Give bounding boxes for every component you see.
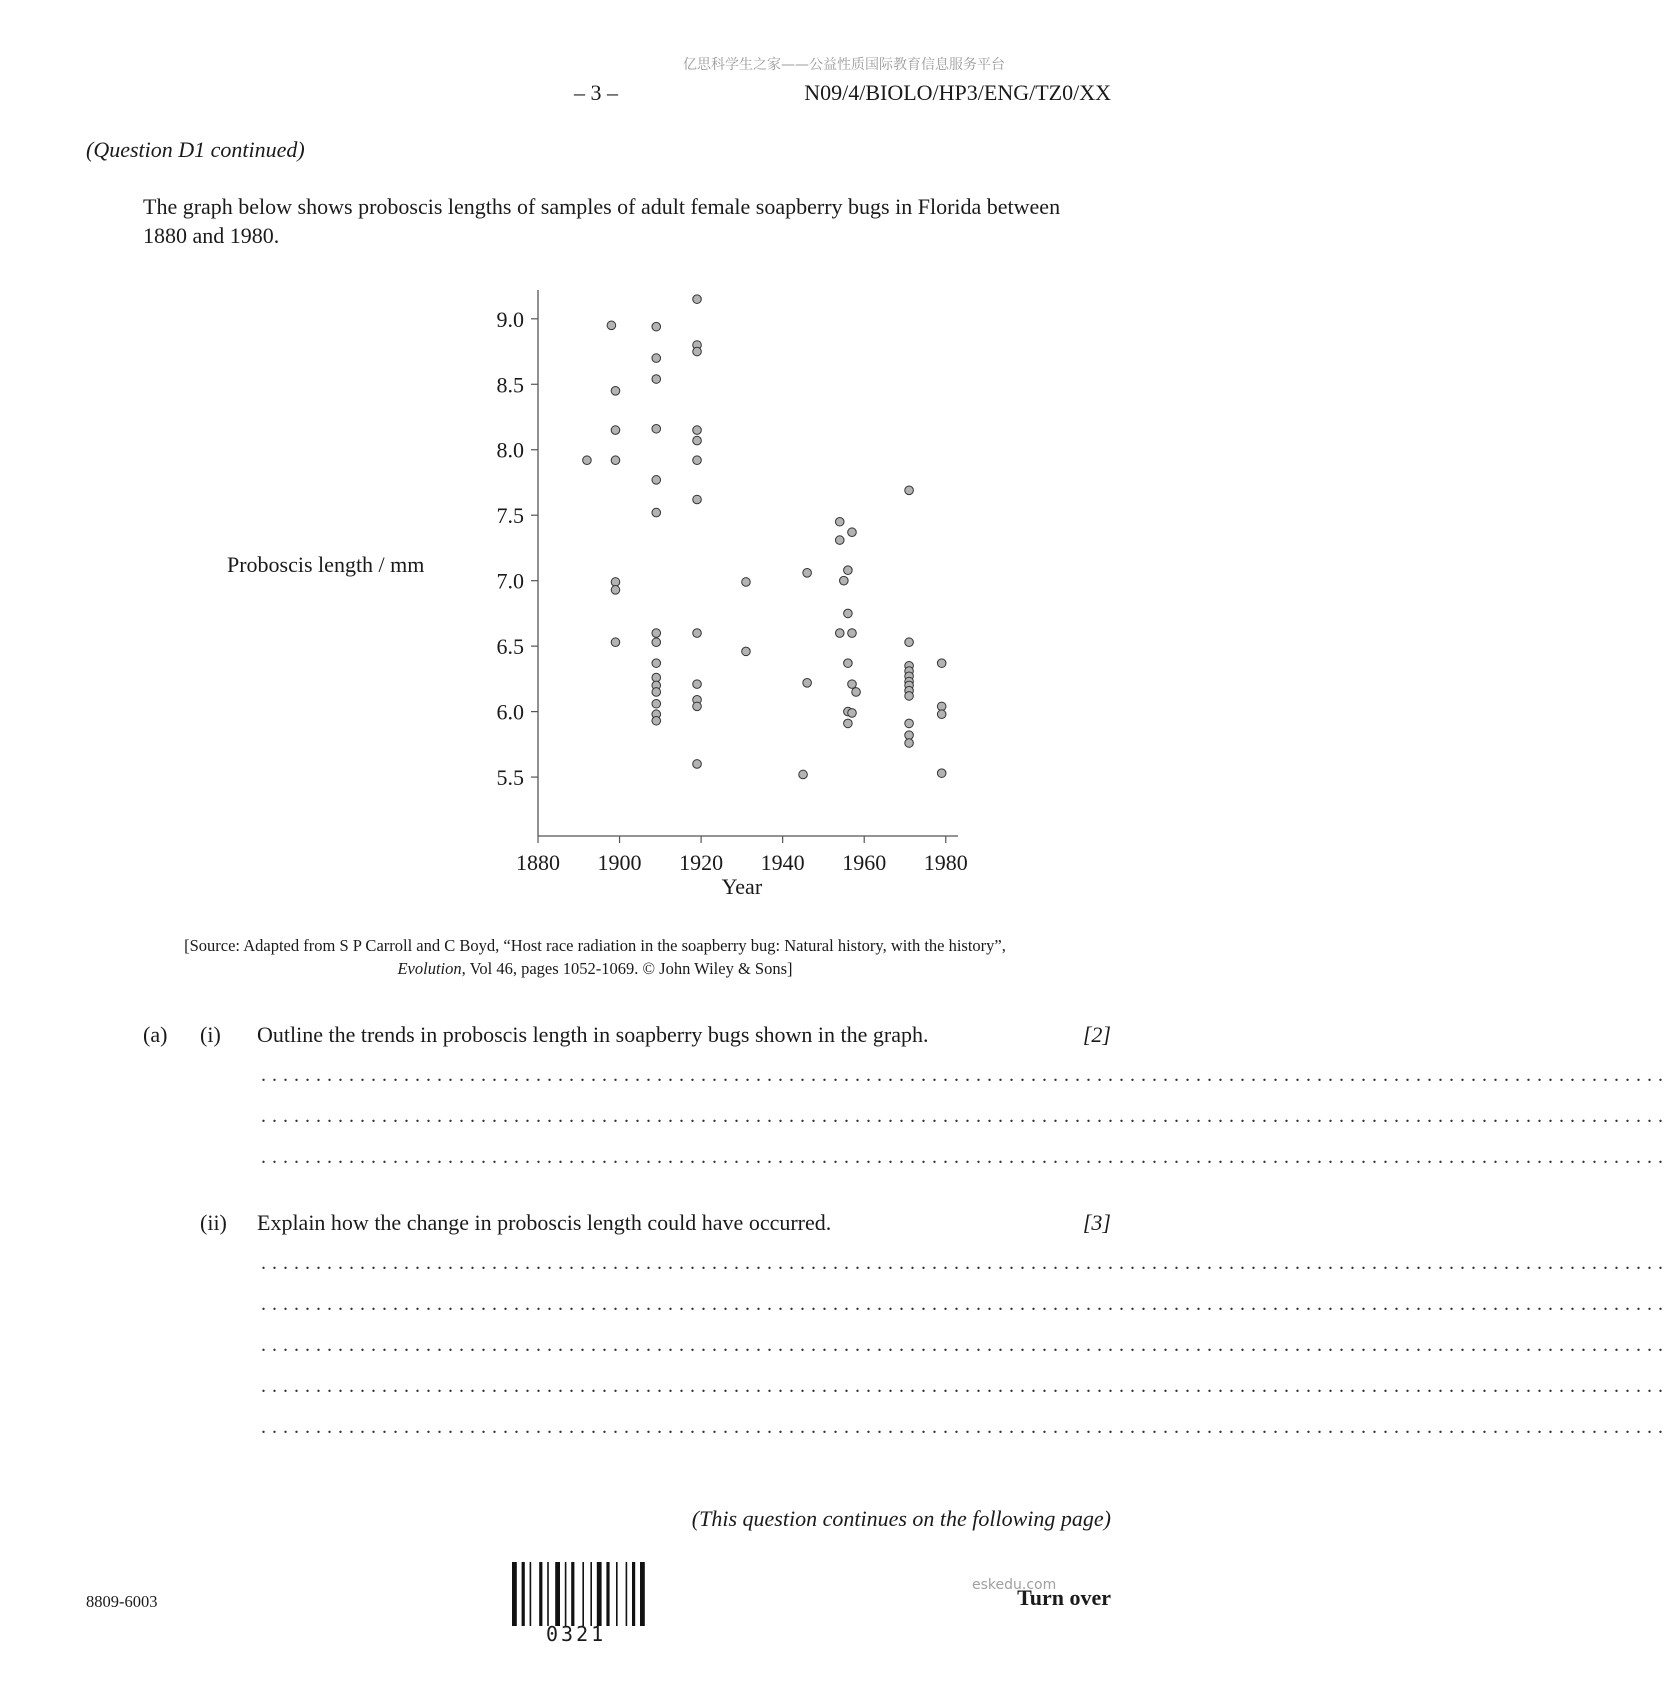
data-point: [652, 354, 661, 363]
data-point: [652, 688, 661, 697]
data-point: [611, 387, 620, 396]
data-point: [652, 673, 661, 682]
barcode-bar: [512, 1562, 517, 1626]
data-point: [844, 566, 853, 575]
source-line-1: [Source: Adapted from S P Carroll and C Boyd, “Host race radiation in the soapberry bug: Natural history, with the history”,: [184, 936, 1006, 955]
data-point: [844, 659, 853, 668]
part-a-label: (a): [143, 1022, 168, 1047]
y-tick-label: 7.0: [496, 568, 524, 594]
x-tick-label: 1900: [597, 850, 642, 875]
barcode-bar: [626, 1562, 628, 1626]
data-point: [844, 609, 853, 618]
eskedu-watermark: eskedu.com: [972, 1577, 1057, 1593]
data-point: [742, 647, 751, 656]
data-point: [905, 486, 914, 495]
data-point: [652, 476, 661, 485]
exam-code: N09/4/BIOLO/HP3/ENG/TZ0/XX: [804, 80, 1111, 105]
data-point: [693, 426, 702, 435]
x-tick-label: 1880: [516, 850, 560, 875]
answer-line[interactable]: ................................................................................................................................: [261, 1334, 1669, 1356]
barcode-bar: [571, 1562, 574, 1626]
barcode-bar: [555, 1562, 560, 1626]
data-point: [803, 569, 812, 578]
data-point: [611, 578, 620, 587]
answer-line[interactable]: ................................................................................................................................: [261, 1064, 1669, 1086]
data-point: [905, 739, 914, 748]
x-tick-label: 1980: [923, 850, 968, 875]
data-point: [937, 710, 946, 719]
source-citation: [130, 934, 1060, 980]
question-i-marks: [2]: [1082, 1022, 1111, 1047]
x-tick-label: 1920: [679, 850, 724, 875]
data-point: [611, 586, 620, 595]
data-point: [693, 495, 702, 504]
data-point: [937, 659, 946, 668]
continues-note: (This question continues on the following page): [691, 1506, 1111, 1531]
question-continued-label: (Question D1 continued): [86, 137, 305, 162]
data-point: [693, 295, 702, 304]
data-point: [937, 769, 946, 778]
data-point: [799, 770, 808, 779]
y-tick-label: 7.5: [496, 503, 524, 529]
data-point: [652, 638, 661, 647]
y-tick-label: 8.5: [496, 372, 524, 398]
paper-code: 8809-6003: [86, 1592, 158, 1611]
answer-line[interactable]: ................................................................................................................................: [261, 1105, 1669, 1127]
answer-line[interactable]: ................................................................................................................................: [261, 1375, 1669, 1397]
data-point: [611, 426, 620, 435]
data-point: [835, 517, 844, 526]
data-point: [611, 638, 620, 647]
barcode-bar: [530, 1562, 532, 1626]
answer-line[interactable]: ................................................................................................................................: [261, 1416, 1669, 1438]
question-ii-text: Explain how the change in proboscis length could have occurred.: [257, 1210, 832, 1235]
data-point: [848, 709, 857, 718]
data-point: [848, 629, 857, 638]
data-point: [652, 508, 661, 517]
y-tick-label: 6.0: [496, 699, 524, 725]
data-point: [693, 456, 702, 465]
x-tick-label: 1940: [760, 850, 805, 875]
data-point: [852, 688, 861, 697]
question-ii-number: (ii): [200, 1210, 227, 1235]
barcode-bar: [597, 1562, 602, 1626]
barcode-number: 0321: [546, 1622, 607, 1646]
data-point: [652, 699, 661, 708]
barcode-bar: [616, 1562, 618, 1626]
y-tick-label: 8.0: [496, 437, 524, 463]
data-point: [803, 679, 812, 688]
data-point: [844, 719, 853, 728]
barcode-bar: [547, 1562, 549, 1626]
watermark-text: 亿思科学生之家——公益性质国际教育信息服务平台: [683, 57, 1005, 73]
question-ii-marks: [3]: [1082, 1210, 1111, 1235]
y-tick-label: 9.0: [496, 306, 524, 332]
data-point: [905, 638, 914, 647]
data-point: [693, 436, 702, 445]
data-point: [840, 576, 849, 585]
y-tick-label: 6.5: [496, 634, 524, 660]
barcode-bar: [640, 1562, 645, 1626]
data-point: [693, 702, 702, 711]
question-i-text: Outline the trends in proboscis length in soapberry bugs shown in the graph.: [257, 1022, 929, 1047]
barcode-bar: [606, 1562, 609, 1626]
y-axis-label: Proboscis length / mm: [227, 552, 425, 577]
barcode-bar: [582, 1562, 584, 1626]
answer-line[interactable]: ................................................................................................................................: [261, 1252, 1669, 1274]
data-point: [693, 629, 702, 638]
data-point: [905, 719, 914, 728]
data-point: [607, 321, 616, 330]
turn-over-label: Turn over: [1017, 1585, 1111, 1610]
data-point: [848, 528, 857, 537]
x-axis-label: Year: [721, 874, 763, 899]
source-journal: Evolution: [397, 959, 462, 978]
barcode-bar: [632, 1562, 635, 1626]
data-point: [905, 692, 914, 701]
data-point: [905, 731, 914, 740]
scatter-chart: [0, 0, 1191, 920]
data-point: [652, 629, 661, 638]
y-tick-label: 5.5: [496, 765, 524, 791]
data-point: [652, 322, 661, 331]
data-point: [583, 456, 592, 465]
data-point: [652, 716, 661, 725]
data-point: [835, 629, 844, 638]
data-point: [742, 578, 751, 587]
x-tick-label: 1960: [842, 850, 887, 875]
answer-line[interactable]: ................................................................................................................................: [261, 1146, 1669, 1168]
data-point: [848, 680, 857, 689]
data-point: [652, 375, 661, 384]
data-point: [652, 424, 661, 433]
barcode-bar: [590, 1562, 592, 1626]
barcode-bar: [522, 1562, 525, 1626]
data-point: [693, 680, 702, 689]
source-line-2: , Vol 46, pages 1052-1069. © John Wiley & Sons]: [461, 959, 793, 978]
data-point: [937, 702, 946, 711]
data-point: [835, 536, 844, 545]
barcode-bar: [539, 1562, 542, 1626]
data-point: [693, 347, 702, 356]
barcode-icon: [512, 1562, 644, 1626]
data-point: [693, 760, 702, 769]
answer-line[interactable]: ................................................................................................................................: [261, 1293, 1669, 1315]
page-number: – 3 –: [574, 80, 618, 105]
barcode-bar: [565, 1562, 567, 1626]
data-point: [611, 456, 620, 465]
question-i-number: (i): [200, 1022, 221, 1047]
data-point: [652, 659, 661, 668]
intro-text: The graph below shows proboscis lengths of samples of adult female soapberry bugs in Florida between 1880 and 1980.: [143, 194, 1061, 248]
